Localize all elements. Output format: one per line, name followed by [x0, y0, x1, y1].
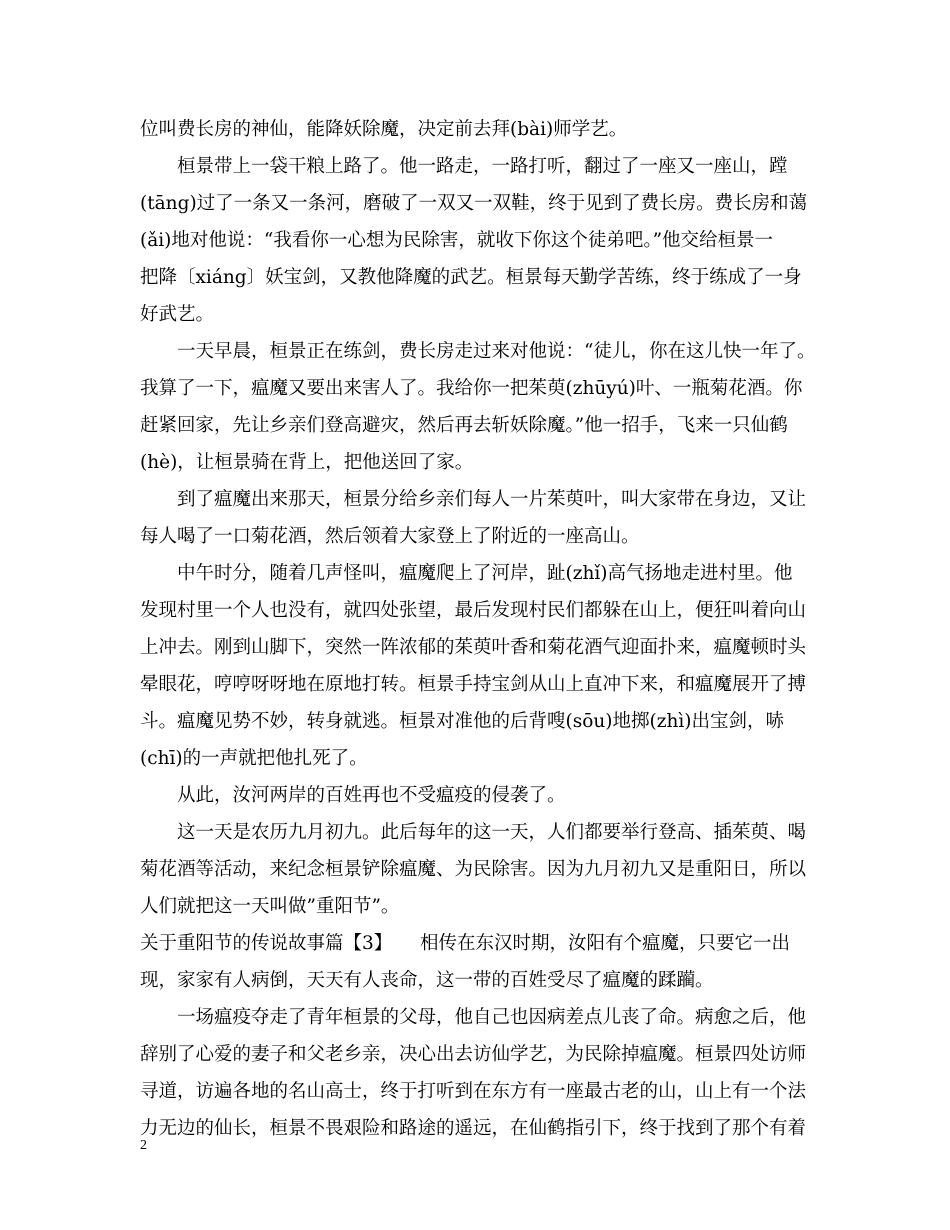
text-line: 一场瘟疫夺走了青年桓景的父母，他自己也因病差点儿丧了命。病愈之后，他: [140, 1007, 807, 1028]
text-line: 寻道，访遍各地的名山高士，终于打听到在东方有一座最古老的山，山上有一个法: [140, 1081, 807, 1102]
text-line: 我算了一下，瘟魔又要出来害人了。我给你一把茱萸(zhūyú)叶、一瓶菊花酒。你: [140, 378, 803, 399]
text-line: 桓景带上一袋干粮上路了。他一路走，一路打听，翻过了一座又一座山，蹚: [140, 156, 788, 177]
text-line: 晕眼花，哼哼呀呀地在原地打转。桓景手持宝剑从山上直冲下来，和瘟魔展开了搏: [140, 674, 807, 695]
text-line: (tāng)过了一条又一条河，磨破了一双又一双鞋，终于见到了费长房。费长房和蔼: [140, 193, 808, 214]
text-line: 发现村里一个人也没有，就四处张望，最后发现村民们都躲在山上，便狂叫着向山: [140, 600, 807, 621]
text-line: (hè)，让桓景骑在背上，把他送回了家。: [140, 452, 474, 473]
text-line: 到了瘟魔出来那天，桓景分给乡亲们每人一片茱萸叶，叫大家带在身边，又让: [140, 489, 807, 510]
text-line: 力无边的仙长，桓景不畏艰险和路途的遥远，在仙鹤指引下，终于找到了那个有着: [140, 1118, 807, 1139]
text-line: 中午时分，随着几声怪叫，瘟魔爬上了河岸，趾(zhǐ)高气扬地走进村里。他: [140, 563, 793, 584]
text-line: 现，家家有人病倒，天天有人丧命，这一带的百姓受尽了瘟魔的蹂躏。: [140, 970, 714, 991]
text-line: 赶紧回家，先让乡亲们登高避灾，然后再去斩妖除魔。”他一招手，飞来一只仙鹤: [140, 415, 788, 436]
text-line: 斗。瘟魔见势不妙，转身就逃。桓景对准他的后背嗖(sōu)地掷(zhì)出宝剑，哧: [140, 711, 784, 732]
section-heading-line: 关于重阳节的传说故事篇【3】 相传在东汉时期，汝阳有个瘟魔，只要它一出: [140, 933, 791, 954]
page-number: 2: [140, 1138, 147, 1153]
text-line: 把降〔xiáng〕妖宝剑，又教他降魔的武艺。桓景每天勤学苦练，终于练成了一身: [140, 267, 802, 288]
text-line: 这一天是农历九月初九。此后每年的这一天，人们都要举行登高、插茱萸、喝: [140, 822, 807, 843]
text-line: 辞别了心爱的妻子和父老乡亲，决心出去访仙学艺，为民除掉瘟魔。桓景四处访师: [140, 1044, 807, 1065]
text-line: 人们就把这一天叫做”重阳节”。: [140, 896, 400, 917]
text-line: 菊花酒等活动，来纪念桓景铲除瘟魔、为民除害。因为九月初九又是重阳日，所以: [140, 859, 807, 880]
text-line: 从此，汝河两岸的百姓再也不受瘟疫的侵袭了。: [140, 785, 566, 806]
text-line: (chī)的一声就把他扎死了。: [140, 748, 368, 769]
text-line: 上冲去。刚到山脚下，突然一阵浓郁的茱萸叶香和菊花酒气迎面扑来，瘟魔顿时头: [140, 637, 807, 658]
text-line: 一天早晨，桓景正在练剑，费长房走过来对他说：“徒儿，你在这儿快一年了。: [140, 341, 816, 362]
text-line: 好武艺。: [140, 304, 215, 325]
text-line: 位叫费长房的神仙，能降妖除魔，决定前去拜(bài)师学艺。: [140, 119, 628, 140]
text-line: (ǎi)地对他说：“我看你一心想为民除害，就收下你这个徒弟吧。”他交给桓景一: [140, 230, 774, 251]
text-line: 每人喝了一口菊花酒，然后领着大家登上了附近的一座高山。: [140, 526, 640, 547]
